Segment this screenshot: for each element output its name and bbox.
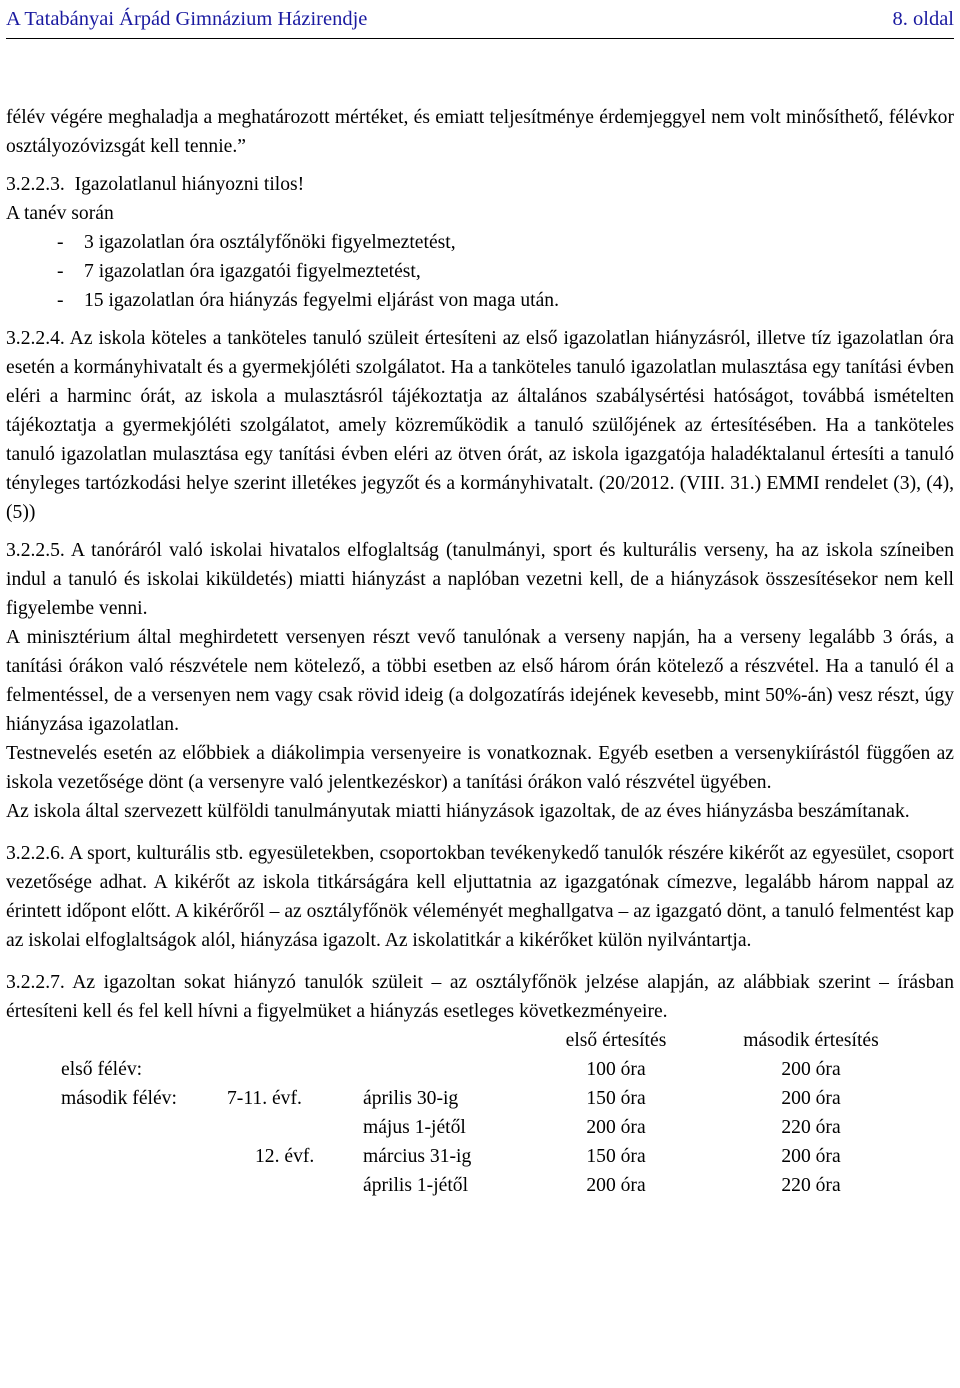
row-semester: első félév: xyxy=(61,1059,143,1080)
row-grade: 7-11. évf. xyxy=(227,1088,302,1109)
list-item: - 3 igazolatlan óra osztályfőnöki figyelmeztetést, xyxy=(57,232,456,253)
row-first-notice: 200 óra xyxy=(586,1117,646,1138)
row-period: április 1-jétől xyxy=(363,1175,469,1196)
paragraph-physical-education: Testnevelés esetén az előbbiek a diákolimpia versenyeire is vonatkoznak. Egyéb esetben a versenykiírástól függően az iskola vezetősége dönt (a versenyre való jelentkezéskor) a tanítási órákon való részvétel ügyében. xyxy=(6,743,954,793)
page-number: 8. oldal xyxy=(892,7,954,30)
section-heading-3-2-2-3: 3.2.2.3. Igazolatlanul hiányozni tilos! xyxy=(6,174,305,195)
section-3-2-2-6: 3.2.2.6. A sport, kulturális stb. egyesületekben, csoportokban tevékenykedő tanulók részére kikérőt az egyesület, csoport vezetősége adhat. A kikérőt az iskola titkárságára kell eljuttatnia az igazgatónak címezve, legalább három nappal az érintett időpont előtt. A kikérőről – az osztályfőnök véleményét meghallgatva – az igazgató dönt, a tanuló felmentést kap az iskolai elfoglaltságok alól, hiányzása igazolt. Az iskolatitkár a kikérőket külön nyilvántartja. xyxy=(6,843,954,951)
row-second-notice: 220 óra xyxy=(781,1175,841,1196)
paragraph-competition: A minisztérium által meghirdetett versenyen részt vevő tanulónak a verseny napján, ha a verseny legalább 3 órás, a tanítási órákon való részvétele nem kötelező, a többi esetben az első három órán kötelező a részvétel. Ha a tanuló él a felmentéssel, de a versenyen nem vagy csak rövid ideig (a dolgozatírás idejének kevesebb, mint 50%-án) vesz részt, úgy hiányzása igazolatlan. xyxy=(6,627,954,735)
row-second-notice: 200 óra xyxy=(781,1088,841,1109)
row-second-notice: 200 óra xyxy=(781,1059,841,1080)
section-3-2-2-5: 3.2.2.5. A tanóráról való iskolai hivatalos elfoglaltság (tanulmányi, sport és kulturális verseny, ha az iskola színeiben indul a tanuló és iskolai kiküldetés) miatti hiányzást a naplóban vezetni kell, de a hiányzások összesítésekor nem kell figyelembe venni. xyxy=(6,540,954,619)
table-row xyxy=(6,1055,954,1084)
paragraph-intro: A tanév során xyxy=(6,203,114,224)
row-first-notice: 200 óra xyxy=(586,1175,646,1196)
row-grade: 12. évf. xyxy=(255,1146,315,1167)
paragraph-study-trips: Az iskola által szervezett külföldi tanulmányutak miatti hiányzások igazoltak, de az éves hiányzásba beszámítanak. xyxy=(6,801,910,822)
column-header-first-notice: első értesítés xyxy=(565,1030,667,1051)
row-first-notice: 100 óra xyxy=(586,1059,646,1080)
table-header-row xyxy=(6,1026,954,1055)
row-period: május 1-jétől xyxy=(363,1117,466,1138)
section-3-2-2-7: 3.2.2.7. Az igazoltan sokat hiányzó tanulók szüleit – az osztályfőnök jelzése alapján, az alábbiak szerint – írásban értesíteni kell és fel kell hívni a figyelmüket a hiányzás esetleges következményeire. xyxy=(6,972,954,1022)
table-row xyxy=(6,1113,954,1142)
row-second-notice: 200 óra xyxy=(781,1146,841,1167)
table-row xyxy=(6,1084,954,1113)
row-period: április 30-ig xyxy=(363,1088,459,1109)
table-row xyxy=(6,1142,954,1171)
list-item: - 15 igazolatlan óra hiányzás fegyelmi eljárást von maga után. xyxy=(57,290,559,311)
column-header-second-notice: második értesítés xyxy=(743,1030,879,1051)
row-semester: második félév: xyxy=(61,1088,177,1109)
row-period: március 31-ig xyxy=(363,1146,472,1167)
paragraph-continuation: félév végére meghaladja a meghatározott mértéket, és emiatt teljesítménye érdemjeggyel nem volt minősíthető, félévkor osztályozóvizsgát kell tennie.” xyxy=(6,107,954,157)
table-row xyxy=(6,1171,954,1200)
page-content xyxy=(6,103,954,1200)
page-header xyxy=(6,0,954,39)
header-title: A Tatabányai Árpád Gimnázium Házirendje xyxy=(6,7,368,30)
notification-table xyxy=(6,1026,954,1200)
row-first-notice: 150 óra xyxy=(586,1146,646,1167)
absence-list xyxy=(6,228,954,315)
section-3-2-2-4: 3.2.2.4. Az iskola köteles a tanköteles tanuló szüleit értesíteni az első igazolatlan hiányzásról, illetve tíz igazolatlan óra esetén a kormányhivatalt és a gyermekjóléti szolgálatot. Ha a tanköteles tanuló igazolatlan mulasztása egy tanítási évben eléri a harminc órát, az iskola a mulasztásról tájékoztatja az általános szabálysértési hatóságot, továbbá ismételten tájékoztatja a gyermekjóléti szolgálatot, amely közreműködik a tanuló szülőjének az értesítésében. Ha a tanköteles tanuló igazolatlan mulasztása egy tanítási évben eléri az ötven órát, az iskola igazgatója haladéktalanul értesíti a tanuló tényleges tartózkodási helye szerint illetékes jegyzőt és a kormányhivatalt. (20/2012. (VIII. 31.) EMMI rendelet (3), (4), (5)) xyxy=(6,328,954,523)
list-item: - 7 igazolatlan óra igazgatói figyelmeztetést, xyxy=(57,261,421,282)
row-first-notice: 150 óra xyxy=(586,1088,646,1109)
row-second-notice: 220 óra xyxy=(781,1117,841,1138)
